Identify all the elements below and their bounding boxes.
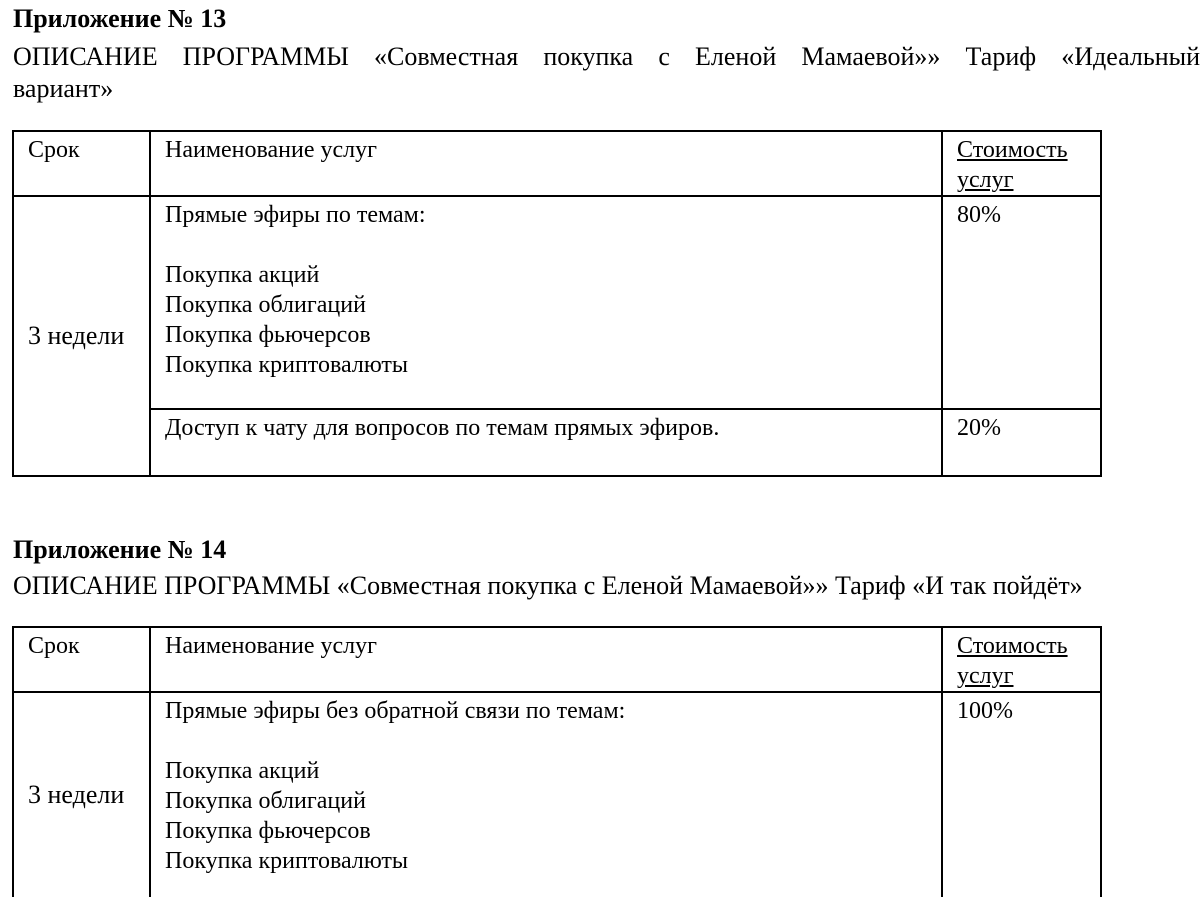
header-term: Срок [13, 131, 150, 196]
appendix-13-services-table [12, 130, 1102, 477]
cost-cell: 80% [942, 196, 1101, 409]
topic-list [165, 756, 927, 876]
service-heading: Прямые эфиры по темам: [165, 202, 426, 228]
header-cost: Стоимость услуг [942, 627, 1101, 692]
topic-item: Покупка акций [165, 758, 320, 784]
table-row [13, 196, 1101, 409]
topic-list [165, 260, 927, 380]
appendix-14-services-table [12, 626, 1102, 897]
cost-cell: 100% [942, 692, 1101, 897]
service-cell [150, 196, 942, 409]
header-service: Наименование услуг [150, 131, 942, 196]
table-header-row [13, 627, 1101, 692]
header-term: Срок [13, 627, 150, 692]
header-cost: Стоимость услуг [942, 131, 1101, 196]
appendix-13-description [13, 41, 1200, 105]
topic-item: Покупка криптовалюты [165, 848, 409, 874]
topic-item: Покупка облигаций [165, 788, 366, 814]
table-row [13, 409, 1101, 476]
table-row [13, 692, 1101, 897]
cost-cell: 20% [942, 409, 1101, 476]
appendix-14-title: Приложение № 14 [13, 535, 227, 564]
service-cell [150, 692, 942, 897]
term-value: 3 недели [13, 692, 150, 897]
term-value: 3 недели [13, 196, 150, 476]
header-service: Наименование услуг [150, 627, 942, 692]
topic-item: Покупка облигаций [165, 292, 366, 318]
service-heading: Прямые эфиры без обратной связи по темам: [165, 698, 626, 724]
topic-item: Покупка криптовалюты [165, 352, 409, 378]
service-cell: Доступ к чату для вопросов по темам прямых эфиров. [150, 409, 942, 476]
appendix-14-description: ОПИСАНИЕ ПРОГРАММЫ «Совместная покупка с Еленой Мамаевой»» Тариф «И так пойдёт» [13, 571, 1083, 600]
appendix-13-title: Приложение № 13 [13, 4, 227, 33]
topic-item: Покупка фьючерсов [165, 322, 371, 348]
table-header-row [13, 131, 1101, 196]
appendix-13-description-line-2: вариант» [13, 74, 114, 103]
appendix-13-description-line-1: ОПИСАНИЕ ПРОГРАММЫ «Совместная покупка с Еленой Мамаевой»» Тариф «Идеальный [13, 42, 1200, 71]
topic-item: Покупка акций [165, 262, 320, 288]
topic-item: Покупка фьючерсов [165, 818, 371, 844]
